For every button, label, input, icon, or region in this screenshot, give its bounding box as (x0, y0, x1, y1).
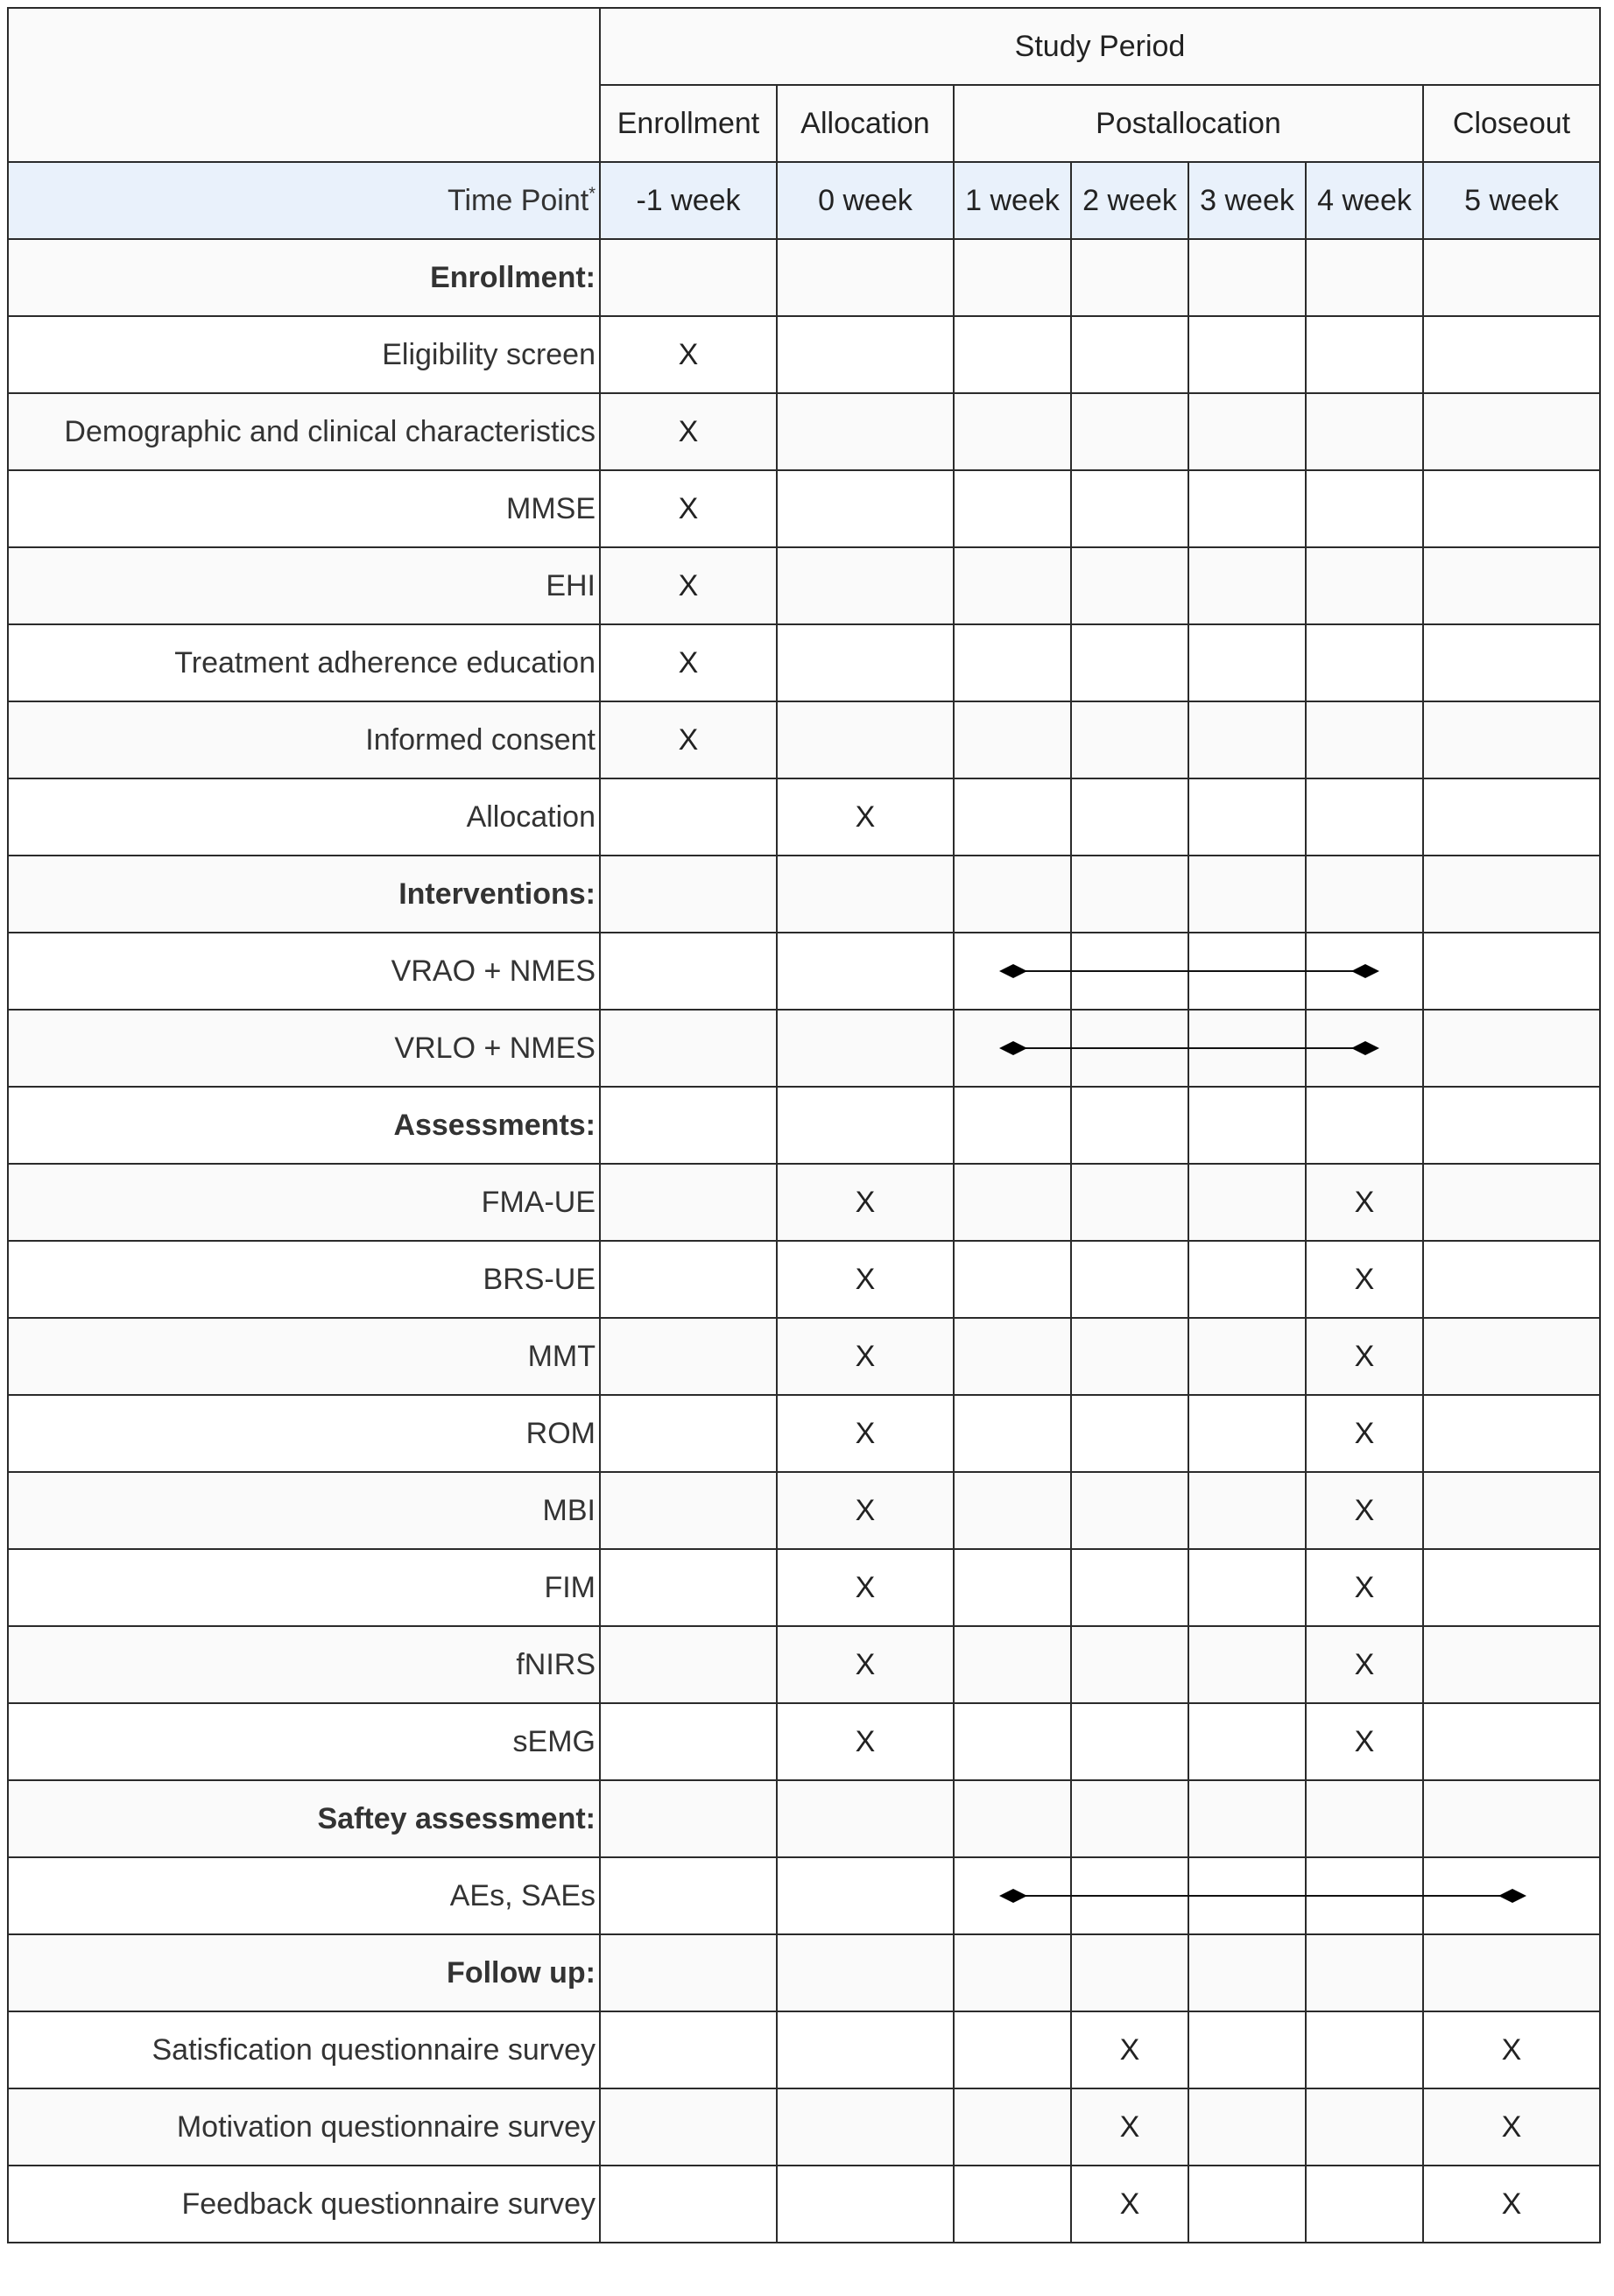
schedule-cell (1071, 1549, 1188, 1626)
schedule-cell (1423, 1010, 1600, 1087)
x-mark: X (1071, 2166, 1188, 2243)
schedule-cell (1071, 1472, 1188, 1549)
schedule-cell (1423, 1549, 1600, 1626)
schedule-cell (1306, 778, 1423, 856)
schedule-cell (600, 1164, 777, 1241)
schedule-cell (1188, 1318, 1306, 1395)
schedule-cell (600, 1241, 777, 1318)
schedule-table-container (7, 7, 1601, 2243)
row-label: Treatment adherence education (8, 624, 600, 701)
time-point: 4 week (1306, 162, 1423, 239)
schedule-cell (1188, 547, 1306, 624)
x-mark: X (777, 1549, 954, 1626)
time-point: 3 week (1188, 162, 1306, 239)
schedule-cell (777, 2166, 954, 2243)
duration-span (955, 1858, 956, 1933)
row-label: AEs, SAEs (8, 1857, 600, 1934)
schedule-cell (1306, 2166, 1423, 2243)
schedule-cell (1423, 547, 1600, 624)
schedule-cell (1423, 1626, 1600, 1703)
row-label: MMT (8, 1318, 600, 1395)
schedule-cell (1423, 1703, 1600, 1780)
row-label: Informed consent (8, 701, 600, 778)
schedule-cell (1188, 1472, 1306, 1549)
x-mark: X (600, 470, 777, 547)
x-mark: X (777, 1472, 954, 1549)
phase-header: Allocation (777, 85, 954, 162)
schedule-cell (954, 1087, 1071, 1164)
x-mark: X (1306, 1241, 1423, 1318)
schedule-cell (600, 778, 777, 856)
schedule-cell (954, 1318, 1071, 1395)
table-row (8, 1087, 1600, 1164)
schedule-cell (954, 778, 1071, 856)
schedule-cell (1188, 316, 1306, 393)
phase-header: Enrollment (600, 85, 777, 162)
row-label: Satisfication questionnaire survey (8, 2011, 600, 2088)
section-heading: Saftey assessment: (8, 1780, 600, 1857)
schedule-cell (600, 2011, 777, 2088)
schedule-cell (954, 1857, 1071, 1934)
schedule-cell (954, 393, 1071, 470)
x-mark: X (600, 701, 777, 778)
schedule-cell (1306, 701, 1423, 778)
schedule-cell (1423, 624, 1600, 701)
x-mark: X (1306, 1549, 1423, 1626)
schedule-cell (1423, 393, 1600, 470)
schedule-cell (954, 1703, 1071, 1780)
schedule-cell (1071, 701, 1188, 778)
schedule-cell (1423, 1087, 1600, 1164)
schedule-cell (1423, 1780, 1600, 1857)
x-mark: X (777, 778, 954, 856)
schedule-cell (1071, 1703, 1188, 1780)
x-mark: X (1423, 2011, 1600, 2088)
schedule-cell (1071, 1626, 1188, 1703)
schedule-cell (1306, 547, 1423, 624)
schedule-cell (1306, 1934, 1423, 2011)
schedule-cell (1306, 1780, 1423, 1857)
schedule-cell (1071, 1164, 1188, 1241)
schedule-cell (1423, 1318, 1600, 1395)
table-row (8, 856, 1600, 933)
schedule-cell (1306, 393, 1423, 470)
schedule-cell (600, 1934, 777, 2011)
x-mark: X (600, 547, 777, 624)
span-start-diamond (999, 964, 1027, 978)
schedule-cell (954, 547, 1071, 624)
row-label: ROM (8, 1395, 600, 1472)
schedule-cell (1071, 1934, 1188, 2011)
schedule-cell (777, 2088, 954, 2166)
span-start-diamond (999, 1041, 1027, 1055)
schedule-cell (954, 856, 1071, 933)
x-mark: X (1071, 2011, 1188, 2088)
schedule-cell (1071, 1241, 1188, 1318)
schedule-cell (954, 624, 1071, 701)
schedule-cell (954, 2166, 1071, 2243)
schedule-cell (1306, 470, 1423, 547)
phase-header: Closeout (1423, 85, 1600, 162)
schedule-cell (954, 933, 1071, 1010)
schedule-cell (1306, 2088, 1423, 2166)
x-mark: X (1306, 1472, 1423, 1549)
row-label: BRS-UE (8, 1241, 600, 1318)
schedule-cell (1188, 393, 1306, 470)
schedule-cell (777, 1934, 954, 2011)
schedule-cell (1071, 856, 1188, 933)
schedule-cell (1306, 856, 1423, 933)
x-mark: X (1423, 2166, 1600, 2243)
schedule-cell (1188, 2088, 1306, 2166)
schedule-cell (600, 1780, 777, 1857)
schedule-cell (777, 393, 954, 470)
schedule-cell (1188, 1395, 1306, 1472)
x-mark: X (1306, 1703, 1423, 1780)
schedule-cell (600, 1010, 777, 1087)
section-heading: Assessments: (8, 1087, 600, 1164)
x-mark: X (777, 1703, 954, 1780)
schedule-cell (1188, 701, 1306, 778)
schedule-cell (1423, 778, 1600, 856)
schedule-cell (954, 316, 1071, 393)
schedule-cell (777, 316, 954, 393)
table-row (8, 547, 1600, 624)
schedule-cell (1188, 2166, 1306, 2243)
schedule-cell (1188, 1241, 1306, 1318)
schedule-cell (600, 2166, 777, 2243)
schedule-cell (954, 1934, 1071, 2011)
study-schedule-table (7, 7, 1601, 2243)
time-point: 1 week (954, 162, 1071, 239)
schedule-cell (1188, 1087, 1306, 1164)
schedule-cell (954, 2011, 1071, 2088)
table-row (8, 1934, 1600, 2011)
table-row (8, 1472, 1600, 1549)
schedule-cell (1071, 1395, 1188, 1472)
row-label: Feedback questionnaire survey (8, 2166, 600, 2243)
schedule-cell (954, 1395, 1071, 1472)
table-row (8, 778, 1600, 856)
span-start-diamond (999, 1889, 1027, 1903)
schedule-cell (1423, 239, 1600, 316)
schedule-cell (1423, 1164, 1600, 1241)
schedule-cell (1071, 239, 1188, 316)
table-row (8, 933, 1600, 1010)
schedule-cell (1071, 470, 1188, 547)
schedule-cell (1306, 1087, 1423, 1164)
schedule-cell (1188, 1549, 1306, 1626)
schedule-cell (954, 1010, 1071, 1087)
duration-span (955, 933, 956, 1009)
schedule-cell (600, 239, 777, 316)
schedule-cell (600, 1395, 777, 1472)
schedule-cell (777, 547, 954, 624)
schedule-cell (777, 624, 954, 701)
row-label: Demographic and clinical characteristics (8, 393, 600, 470)
table-row (8, 1780, 1600, 1857)
schedule-cell (1188, 778, 1306, 856)
schedule-cell (1071, 1318, 1188, 1395)
schedule-cell (1071, 547, 1188, 624)
table-row (8, 470, 1600, 547)
schedule-cell (954, 701, 1071, 778)
schedule-cell (1423, 470, 1600, 547)
schedule-cell (954, 2088, 1071, 2166)
row-label: VRAO + NMES (8, 933, 600, 1010)
corner-cell (8, 8, 600, 162)
table-row (8, 2011, 1600, 2088)
schedule-cell (777, 856, 954, 933)
row-label: Motivation questionnaire survey (8, 2088, 600, 2166)
schedule-cell (1188, 1626, 1306, 1703)
schedule-cell (600, 933, 777, 1010)
schedule-cell (600, 1626, 777, 1703)
section-heading: Enrollment: (8, 239, 600, 316)
time-point-label: Time Point* (8, 162, 600, 239)
time-point: 2 week (1071, 162, 1188, 239)
table-row (8, 2166, 1600, 2243)
schedule-cell (1071, 316, 1188, 393)
schedule-cell (1423, 856, 1600, 933)
x-mark: X (777, 1241, 954, 1318)
x-mark: X (600, 316, 777, 393)
schedule-cell (954, 1780, 1071, 1857)
schedule-cell (954, 1549, 1071, 1626)
schedule-cell (1071, 624, 1188, 701)
schedule-cell (1071, 778, 1188, 856)
row-label: VRLO + NMES (8, 1010, 600, 1087)
x-mark: X (777, 1626, 954, 1703)
row-label: FIM (8, 1549, 600, 1626)
schedule-cell (1188, 239, 1306, 316)
schedule-cell (777, 701, 954, 778)
table-row (8, 239, 1600, 316)
time-point: 0 week (777, 162, 954, 239)
schedule-cell (1188, 470, 1306, 547)
schedule-cell (1071, 1780, 1188, 1857)
row-label: Allocation (8, 778, 600, 856)
schedule-cell (600, 1549, 777, 1626)
table-row (8, 1549, 1600, 1626)
schedule-cell (1188, 1703, 1306, 1780)
table-row (8, 2088, 1600, 2166)
schedule-cell (1423, 933, 1600, 1010)
schedule-cell (1306, 316, 1423, 393)
schedule-cell (600, 2088, 777, 2166)
row-label: MMSE (8, 470, 600, 547)
schedule-cell (600, 1857, 777, 1934)
x-mark: X (1306, 1318, 1423, 1395)
schedule-cell (1188, 1164, 1306, 1241)
time-point: 5 week (1423, 162, 1600, 239)
schedule-cell (1188, 624, 1306, 701)
schedule-cell (954, 239, 1071, 316)
x-mark: X (1306, 1164, 1423, 1241)
schedule-cell (1188, 1934, 1306, 2011)
row-label: MBI (8, 1472, 600, 1549)
row-label: FMA-UE (8, 1164, 600, 1241)
schedule-cell (954, 1164, 1071, 1241)
schedule-cell (1423, 1395, 1600, 1472)
table-row (8, 1395, 1600, 1472)
row-label: sEMG (8, 1703, 600, 1780)
schedule-cell (1071, 393, 1188, 470)
schedule-cell (1188, 856, 1306, 933)
schedule-cell (600, 1318, 777, 1395)
table-row (8, 624, 1600, 701)
x-mark: X (600, 624, 777, 701)
time-point: -1 week (600, 162, 777, 239)
table-row (8, 1318, 1600, 1395)
table-row (8, 1241, 1600, 1318)
schedule-cell (1306, 624, 1423, 701)
schedule-cell (777, 933, 954, 1010)
schedule-cell (1423, 1472, 1600, 1549)
x-mark: X (1423, 2088, 1600, 2166)
schedule-cell (1306, 239, 1423, 316)
table-row (8, 1010, 1600, 1087)
schedule-cell (777, 2011, 954, 2088)
schedule-cell (777, 1780, 954, 1857)
schedule-cell (777, 1010, 954, 1087)
x-mark: X (1071, 2088, 1188, 2166)
study-period-header: Study Period (600, 8, 1600, 85)
row-label: Eligibility screen (8, 316, 600, 393)
schedule-cell (1423, 316, 1600, 393)
schedule-cell (600, 856, 777, 933)
schedule-cell (777, 1087, 954, 1164)
phase-header: Postallocation (954, 85, 1423, 162)
row-label: fNIRS (8, 1626, 600, 1703)
schedule-cell (777, 470, 954, 547)
schedule-cell (1423, 701, 1600, 778)
table-row (8, 1626, 1600, 1703)
schedule-cell (1188, 2011, 1306, 2088)
duration-span (955, 1011, 956, 1086)
x-mark: X (777, 1318, 954, 1395)
schedule-cell (1188, 1780, 1306, 1857)
schedule-cell (600, 1472, 777, 1549)
table-row (8, 1857, 1600, 1934)
x-mark: X (1306, 1626, 1423, 1703)
time-point-footnote-mark: * (589, 184, 596, 204)
schedule-cell (777, 239, 954, 316)
x-mark: X (777, 1395, 954, 1472)
table-row (8, 1703, 1600, 1780)
section-heading: Interventions: (8, 856, 600, 933)
table-row (8, 701, 1600, 778)
x-mark: X (1306, 1395, 1423, 1472)
schedule-cell (600, 1703, 777, 1780)
schedule-cell (1423, 1241, 1600, 1318)
schedule-cell (1306, 2011, 1423, 2088)
table-row (8, 393, 1600, 470)
schedule-cell (600, 1087, 777, 1164)
section-heading: Follow up: (8, 1934, 600, 2011)
row-label: EHI (8, 547, 600, 624)
schedule-cell (954, 1626, 1071, 1703)
schedule-cell (1071, 1087, 1188, 1164)
schedule-cell (954, 470, 1071, 547)
schedule-cell (954, 1472, 1071, 1549)
table-row (8, 316, 1600, 393)
table-row (8, 1164, 1600, 1241)
schedule-cell (1423, 1934, 1600, 2011)
x-mark: X (777, 1164, 954, 1241)
schedule-cell (954, 1241, 1071, 1318)
x-mark: X (600, 393, 777, 470)
schedule-cell (777, 1857, 954, 1934)
